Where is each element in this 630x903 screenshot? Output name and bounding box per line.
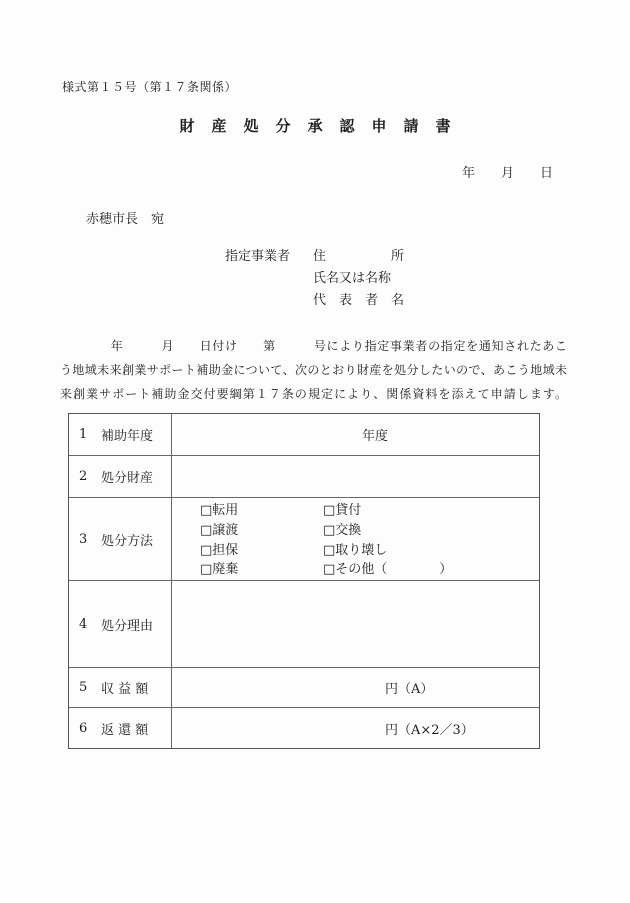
checkbox-label: 交換 [335, 522, 362, 538]
row-label-cell [69, 498, 172, 580]
checkbox-icon: □ [323, 562, 336, 578]
row-label: 処分理由 [101, 618, 154, 634]
form-number: 様式第１５号（第１７条関係） [62, 80, 238, 94]
row-label-cell [69, 456, 172, 497]
row-label: 補助年度 [101, 429, 154, 444]
applicant-representative-field: 代 表 者 名 [313, 293, 405, 308]
row-number: 3 [79, 531, 88, 547]
checkbox-label: 廃棄 [212, 562, 239, 578]
profit-amount-value: 円（A） [385, 682, 434, 697]
row-number: 1 [79, 427, 88, 442]
row-label: 収 益 額 [101, 682, 149, 697]
checkbox-option-discard[interactable] [200, 560, 323, 580]
page-title: 財産処分承認申請書 [179, 117, 468, 135]
applicant-name-field: 氏名又は名称 [313, 271, 392, 286]
applicant-block [225, 246, 404, 312]
applicant-address-field: 住 所 [313, 249, 405, 264]
addressee: 赤穂市長 宛 [86, 212, 165, 227]
disposal-reason-field[interactable] [172, 581, 539, 667]
row-label-cell [69, 414, 172, 455]
row-number: 6 [79, 720, 88, 736]
row-label: 返 還 額 [101, 722, 149, 738]
table-row-disposal-method [69, 497, 539, 580]
checkbox-option-conversion[interactable] [200, 501, 323, 521]
row-label-cell [69, 581, 172, 667]
checkbox-option-exchange[interactable] [323, 521, 361, 541]
checkbox-option-other[interactable] [323, 560, 452, 580]
body-paragraph [60, 334, 567, 406]
row-label-cell [69, 708, 172, 748]
checkbox-label: 貸付 [335, 503, 362, 518]
application-table [68, 413, 540, 749]
table-row-subsidy-year [69, 414, 539, 455]
row-label-cell [69, 668, 172, 707]
checkbox-row [200, 521, 539, 541]
checkbox-option-collateral[interactable] [200, 541, 323, 561]
subsidy-year-value: 年度 [362, 429, 389, 444]
table-row-disposal-reason [69, 580, 539, 667]
applicant-fields [313, 246, 404, 312]
body-line: う地域未来創業サポート補助金について、次のとおり財産を処分したいので、あこう地域未 [60, 363, 567, 377]
row-number: 2 [79, 469, 88, 484]
checkbox-icon: □ [323, 503, 336, 518]
checkbox-label: その他（ ） [335, 562, 453, 578]
checkbox-icon: □ [200, 522, 213, 538]
checkbox-label: 譲渡 [212, 522, 239, 538]
checkbox-icon: □ [323, 522, 336, 538]
date-line: 年 月 日 [461, 166, 553, 181]
row-number: 5 [79, 680, 88, 695]
row-number: 4 [79, 616, 88, 632]
row-label: 処分方法 [101, 533, 154, 549]
body-line: 来創業サポート補助金交付要綱第１７条の規定により、関係資料を添えて申請します。 [60, 387, 567, 401]
checkbox-icon: □ [323, 542, 336, 558]
checkbox-row [200, 541, 539, 561]
body-line: 年 月 日付け 第 号により指定事業者の指定を通知されたあこ [60, 339, 567, 353]
disposal-method-options [172, 498, 539, 580]
checkbox-option-loan[interactable] [323, 501, 361, 521]
table-row-refund-amount [69, 707, 539, 748]
checkbox-option-demolition[interactable] [323, 541, 387, 561]
checkbox-icon: □ [200, 562, 213, 578]
checkbox-icon: □ [200, 503, 213, 518]
table-row-profit-amount [69, 667, 539, 707]
row-label: 処分財産 [101, 471, 154, 486]
table-row-disposal-property [69, 455, 539, 497]
checkbox-label: 転用 [212, 503, 239, 518]
checkbox-option-transfer[interactable] [200, 521, 323, 541]
refund-amount-value: 円（A×2／3） [385, 722, 474, 738]
disposal-property-field[interactable] [172, 456, 539, 497]
applicant-label: 指定事業者 [225, 249, 291, 264]
checkbox-icon: □ [200, 542, 213, 558]
checkbox-row [200, 501, 539, 521]
checkbox-row [200, 560, 539, 580]
checkbox-label: 担保 [212, 542, 239, 558]
checkbox-label: 取り壊し [335, 542, 388, 558]
